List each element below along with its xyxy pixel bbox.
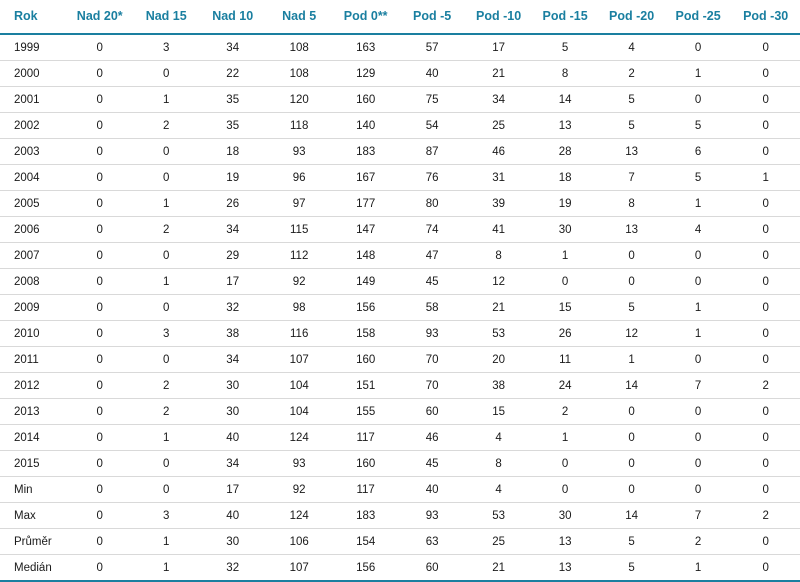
data-cell: 1 [133, 529, 199, 555]
data-cell: 80 [399, 191, 465, 217]
data-cell: 8 [465, 451, 531, 477]
row-label-cell: 1999 [0, 34, 66, 61]
data-cell: 0 [731, 529, 800, 555]
data-cell: 96 [266, 165, 332, 191]
table-row [0, 503, 800, 529]
data-cell: 2 [133, 373, 199, 399]
table-row [0, 139, 800, 165]
data-cell: 0 [731, 34, 800, 61]
data-cell: 34 [199, 451, 265, 477]
data-cell: 160 [332, 347, 398, 373]
data-cell: 5 [598, 529, 664, 555]
data-cell: 0 [66, 87, 132, 113]
data-cell: 74 [399, 217, 465, 243]
data-cell: 18 [532, 165, 598, 191]
data-cell: 24 [532, 373, 598, 399]
data-cell: 140 [332, 113, 398, 139]
data-cell: 1 [665, 295, 731, 321]
data-cell: 0 [731, 191, 800, 217]
data-cell: 5 [665, 113, 731, 139]
table-row [0, 34, 800, 61]
data-cell: 0 [731, 217, 800, 243]
data-cell: 0 [731, 113, 800, 139]
data-cell: 38 [465, 373, 531, 399]
data-cell: 0 [66, 295, 132, 321]
data-cell: 46 [465, 139, 531, 165]
data-cell: 30 [532, 217, 598, 243]
data-cell: 60 [399, 555, 465, 582]
column-header-nad-20: Nad 20* [66, 0, 132, 34]
data-cell: 0 [665, 451, 731, 477]
data-cell: 1 [532, 243, 598, 269]
table-row [0, 529, 800, 555]
data-cell: 7 [598, 165, 664, 191]
column-header-pod-15: Pod -15 [532, 0, 598, 34]
data-cell: 124 [266, 425, 332, 451]
data-cell: 107 [266, 555, 332, 582]
data-cell: 154 [332, 529, 398, 555]
data-cell: 47 [399, 243, 465, 269]
data-cell: 19 [532, 191, 598, 217]
column-header-rok: Rok [0, 0, 66, 34]
data-cell: 0 [133, 451, 199, 477]
table-row [0, 61, 800, 87]
data-cell: 0 [665, 477, 731, 503]
data-cell: 5 [665, 165, 731, 191]
data-cell: 148 [332, 243, 398, 269]
row-label-cell: 2003 [0, 139, 66, 165]
data-cell: 4 [665, 217, 731, 243]
table-body [0, 34, 800, 581]
column-header-nad-15: Nad 15 [133, 0, 199, 34]
data-cell: 158 [332, 321, 398, 347]
data-cell: 14 [598, 503, 664, 529]
data-cell: 34 [199, 347, 265, 373]
data-cell: 40 [199, 425, 265, 451]
row-label-cell: Min [0, 477, 66, 503]
data-cell: 0 [66, 165, 132, 191]
data-cell: 93 [266, 451, 332, 477]
data-cell: 30 [199, 373, 265, 399]
table-row [0, 217, 800, 243]
data-cell: 112 [266, 243, 332, 269]
data-cell: 70 [399, 347, 465, 373]
data-cell: 0 [66, 451, 132, 477]
data-cell: 0 [598, 425, 664, 451]
data-cell: 104 [266, 373, 332, 399]
table-row [0, 477, 800, 503]
data-cell: 0 [66, 243, 132, 269]
data-cell: 40 [199, 503, 265, 529]
data-cell: 0 [133, 165, 199, 191]
data-cell: 115 [266, 217, 332, 243]
data-cell: 0 [66, 217, 132, 243]
data-cell: 70 [399, 373, 465, 399]
table-row [0, 191, 800, 217]
data-cell: 117 [332, 477, 398, 503]
data-cell: 38 [199, 321, 265, 347]
data-cell: 0 [665, 269, 731, 295]
data-cell: 0 [133, 61, 199, 87]
table-row [0, 165, 800, 191]
data-cell: 0 [665, 425, 731, 451]
data-cell: 0 [665, 399, 731, 425]
data-cell: 163 [332, 34, 398, 61]
data-cell: 0 [731, 243, 800, 269]
data-cell: 40 [399, 61, 465, 87]
data-cell: 35 [199, 87, 265, 113]
data-cell: 4 [465, 425, 531, 451]
data-cell: 93 [399, 321, 465, 347]
data-cell: 151 [332, 373, 398, 399]
data-cell: 156 [332, 295, 398, 321]
data-cell: 57 [399, 34, 465, 61]
data-cell: 0 [598, 269, 664, 295]
data-cell: 75 [399, 87, 465, 113]
column-header-pod-5: Pod -5 [399, 0, 465, 34]
row-label-cell: Max [0, 503, 66, 529]
data-cell: 1 [133, 87, 199, 113]
data-cell: 13 [598, 217, 664, 243]
data-cell: 12 [465, 269, 531, 295]
data-cell: 108 [266, 34, 332, 61]
data-cell: 1 [665, 321, 731, 347]
data-cell: 1 [665, 191, 731, 217]
data-cell: 0 [598, 451, 664, 477]
table-row [0, 347, 800, 373]
row-label-cell: 2001 [0, 87, 66, 113]
data-cell: 0 [66, 503, 132, 529]
data-cell: 0 [532, 269, 598, 295]
data-cell: 0 [665, 34, 731, 61]
data-cell: 160 [332, 451, 398, 477]
data-cell: 0 [731, 321, 800, 347]
data-cell: 35 [199, 113, 265, 139]
column-header-pod-20: Pod -20 [598, 0, 664, 34]
data-cell: 5 [598, 295, 664, 321]
row-label-cell: 2007 [0, 243, 66, 269]
data-cell: 17 [199, 477, 265, 503]
row-label-cell: 2011 [0, 347, 66, 373]
data-cell: 0 [532, 451, 598, 477]
data-cell: 58 [399, 295, 465, 321]
data-cell: 30 [532, 503, 598, 529]
data-cell: 0 [66, 113, 132, 139]
data-cell: 160 [332, 87, 398, 113]
data-cell: 26 [199, 191, 265, 217]
data-cell: 0 [66, 191, 132, 217]
data-cell: 13 [532, 529, 598, 555]
data-cell: 0 [133, 347, 199, 373]
table-row [0, 555, 800, 582]
data-cell: 2 [133, 113, 199, 139]
data-cell: 7 [665, 503, 731, 529]
data-cell: 28 [532, 139, 598, 165]
data-cell: 0 [598, 243, 664, 269]
data-cell: 1 [665, 555, 731, 582]
data-cell: 0 [66, 555, 132, 582]
data-cell: 107 [266, 347, 332, 373]
data-cell: 97 [266, 191, 332, 217]
data-cell: 6 [665, 139, 731, 165]
data-cell: 8 [532, 61, 598, 87]
row-label-cell: 2013 [0, 399, 66, 425]
row-label-cell: 2008 [0, 269, 66, 295]
data-cell: 45 [399, 269, 465, 295]
column-header-nad-10: Nad 10 [199, 0, 265, 34]
data-cell: 0 [598, 399, 664, 425]
column-header-pod-0: Pod 0** [332, 0, 398, 34]
data-cell: 18 [199, 139, 265, 165]
data-cell: 0 [133, 243, 199, 269]
data-cell: 1 [133, 269, 199, 295]
data-cell: 149 [332, 269, 398, 295]
data-cell: 63 [399, 529, 465, 555]
table-row [0, 113, 800, 139]
data-cell: 32 [199, 555, 265, 582]
table-row [0, 87, 800, 113]
row-label-cell: 2012 [0, 373, 66, 399]
data-cell: 31 [465, 165, 531, 191]
data-cell: 4 [598, 34, 664, 61]
data-cell: 15 [465, 399, 531, 425]
row-label-cell: 2002 [0, 113, 66, 139]
data-cell: 0 [66, 399, 132, 425]
data-cell: 0 [66, 529, 132, 555]
data-cell: 25 [465, 529, 531, 555]
data-cell: 21 [465, 61, 531, 87]
column-header-nad-5: Nad 5 [266, 0, 332, 34]
data-cell: 0 [731, 295, 800, 321]
data-cell: 29 [199, 243, 265, 269]
column-header-pod-25: Pod -25 [665, 0, 731, 34]
data-cell: 3 [133, 34, 199, 61]
data-cell: 0 [66, 373, 132, 399]
data-cell: 60 [399, 399, 465, 425]
table-row [0, 321, 800, 347]
data-cell: 13 [598, 139, 664, 165]
data-cell: 14 [532, 87, 598, 113]
data-cell: 104 [266, 399, 332, 425]
data-cell: 8 [465, 243, 531, 269]
data-cell: 3 [133, 321, 199, 347]
data-cell: 116 [266, 321, 332, 347]
data-cell: 1 [133, 425, 199, 451]
data-cell: 5 [598, 113, 664, 139]
row-label-cell: Průměr [0, 529, 66, 555]
data-cell: 92 [266, 269, 332, 295]
data-cell: 22 [199, 61, 265, 87]
data-cell: 155 [332, 399, 398, 425]
data-cell: 34 [199, 217, 265, 243]
data-cell: 183 [332, 139, 398, 165]
data-cell: 2 [133, 399, 199, 425]
data-cell: 14 [598, 373, 664, 399]
data-cell: 20 [465, 347, 531, 373]
row-label-cell: 2006 [0, 217, 66, 243]
data-cell: 21 [465, 555, 531, 582]
data-cell: 25 [465, 113, 531, 139]
data-cell: 3 [133, 503, 199, 529]
row-label-cell: 2010 [0, 321, 66, 347]
data-cell: 13 [532, 113, 598, 139]
data-cell: 0 [66, 425, 132, 451]
data-cell: 7 [665, 373, 731, 399]
data-cell: 0 [133, 295, 199, 321]
data-cell: 21 [465, 295, 531, 321]
data-cell: 0 [66, 139, 132, 165]
data-cell: 93 [266, 139, 332, 165]
data-cell: 1 [133, 191, 199, 217]
data-cell: 53 [465, 321, 531, 347]
data-cell: 30 [199, 529, 265, 555]
data-cell: 0 [532, 477, 598, 503]
data-cell: 156 [332, 555, 398, 582]
data-cell: 34 [465, 87, 531, 113]
data-cell: 5 [598, 87, 664, 113]
data-cell: 30 [199, 399, 265, 425]
table-row [0, 373, 800, 399]
data-cell: 167 [332, 165, 398, 191]
data-cell: 53 [465, 503, 531, 529]
row-label-cell: 2015 [0, 451, 66, 477]
data-cell: 40 [399, 477, 465, 503]
table-header-row [0, 0, 800, 34]
data-cell: 19 [199, 165, 265, 191]
data-cell: 45 [399, 451, 465, 477]
data-cell: 46 [399, 425, 465, 451]
table-row [0, 425, 800, 451]
data-cell: 0 [731, 477, 800, 503]
data-cell: 2 [532, 399, 598, 425]
data-cell: 98 [266, 295, 332, 321]
table-row [0, 243, 800, 269]
data-cell: 1 [133, 555, 199, 582]
data-cell: 26 [532, 321, 598, 347]
data-cell: 12 [598, 321, 664, 347]
data-cell: 87 [399, 139, 465, 165]
column-header-pod-10: Pod -10 [465, 0, 531, 34]
data-cell: 147 [332, 217, 398, 243]
data-cell: 0 [731, 555, 800, 582]
data-cell: 0 [731, 269, 800, 295]
data-cell: 32 [199, 295, 265, 321]
data-cell: 1 [665, 61, 731, 87]
row-label-cell: 2000 [0, 61, 66, 87]
data-cell: 34 [199, 34, 265, 61]
row-label-cell: Medián [0, 555, 66, 582]
table-row [0, 399, 800, 425]
data-cell: 2 [133, 217, 199, 243]
data-cell: 1 [731, 165, 800, 191]
data-cell: 129 [332, 61, 398, 87]
data-cell: 0 [66, 321, 132, 347]
data-cell: 0 [66, 269, 132, 295]
data-cell: 76 [399, 165, 465, 191]
table-row [0, 269, 800, 295]
data-cell: 41 [465, 217, 531, 243]
data-cell: 108 [266, 61, 332, 87]
data-cell: 0 [731, 451, 800, 477]
data-cell: 0 [665, 87, 731, 113]
data-cell: 39 [465, 191, 531, 217]
data-cell: 5 [532, 34, 598, 61]
data-cell: 17 [199, 269, 265, 295]
data-cell: 0 [66, 34, 132, 61]
data-cell: 0 [66, 477, 132, 503]
data-cell: 0 [66, 347, 132, 373]
data-cell: 2 [665, 529, 731, 555]
data-cell: 15 [532, 295, 598, 321]
data-cell: 2 [598, 61, 664, 87]
data-cell: 120 [266, 87, 332, 113]
table-row [0, 451, 800, 477]
table-header [0, 0, 800, 34]
data-cell: 0 [731, 87, 800, 113]
data-cell: 0 [66, 61, 132, 87]
data-cell: 117 [332, 425, 398, 451]
data-cell: 118 [266, 113, 332, 139]
data-cell: 0 [133, 139, 199, 165]
row-label-cell: 2014 [0, 425, 66, 451]
data-cell: 0 [598, 477, 664, 503]
row-label-cell: 2009 [0, 295, 66, 321]
data-cell: 0 [665, 243, 731, 269]
data-cell: 0 [665, 347, 731, 373]
data-cell: 2 [731, 503, 800, 529]
data-cell: 11 [532, 347, 598, 373]
data-cell: 183 [332, 503, 398, 529]
data-cell: 8 [598, 191, 664, 217]
table-row [0, 295, 800, 321]
data-cell: 0 [731, 425, 800, 451]
data-cell: 0 [731, 61, 800, 87]
data-cell: 124 [266, 503, 332, 529]
row-label-cell: 2005 [0, 191, 66, 217]
row-label-cell: 2004 [0, 165, 66, 191]
data-cell: 13 [532, 555, 598, 582]
data-cell: 0 [731, 399, 800, 425]
data-cell: 5 [598, 555, 664, 582]
data-cell: 177 [332, 191, 398, 217]
data-cell: 1 [532, 425, 598, 451]
data-cell: 106 [266, 529, 332, 555]
data-cell: 0 [731, 347, 800, 373]
data-cell: 2 [731, 373, 800, 399]
column-header-pod-30: Pod -30 [731, 0, 800, 34]
data-cell: 0 [731, 139, 800, 165]
data-cell: 54 [399, 113, 465, 139]
data-cell: 92 [266, 477, 332, 503]
data-cell: 0 [133, 477, 199, 503]
data-cell: 4 [465, 477, 531, 503]
data-cell: 93 [399, 503, 465, 529]
data-cell: 17 [465, 34, 531, 61]
data-cell: 1 [598, 347, 664, 373]
